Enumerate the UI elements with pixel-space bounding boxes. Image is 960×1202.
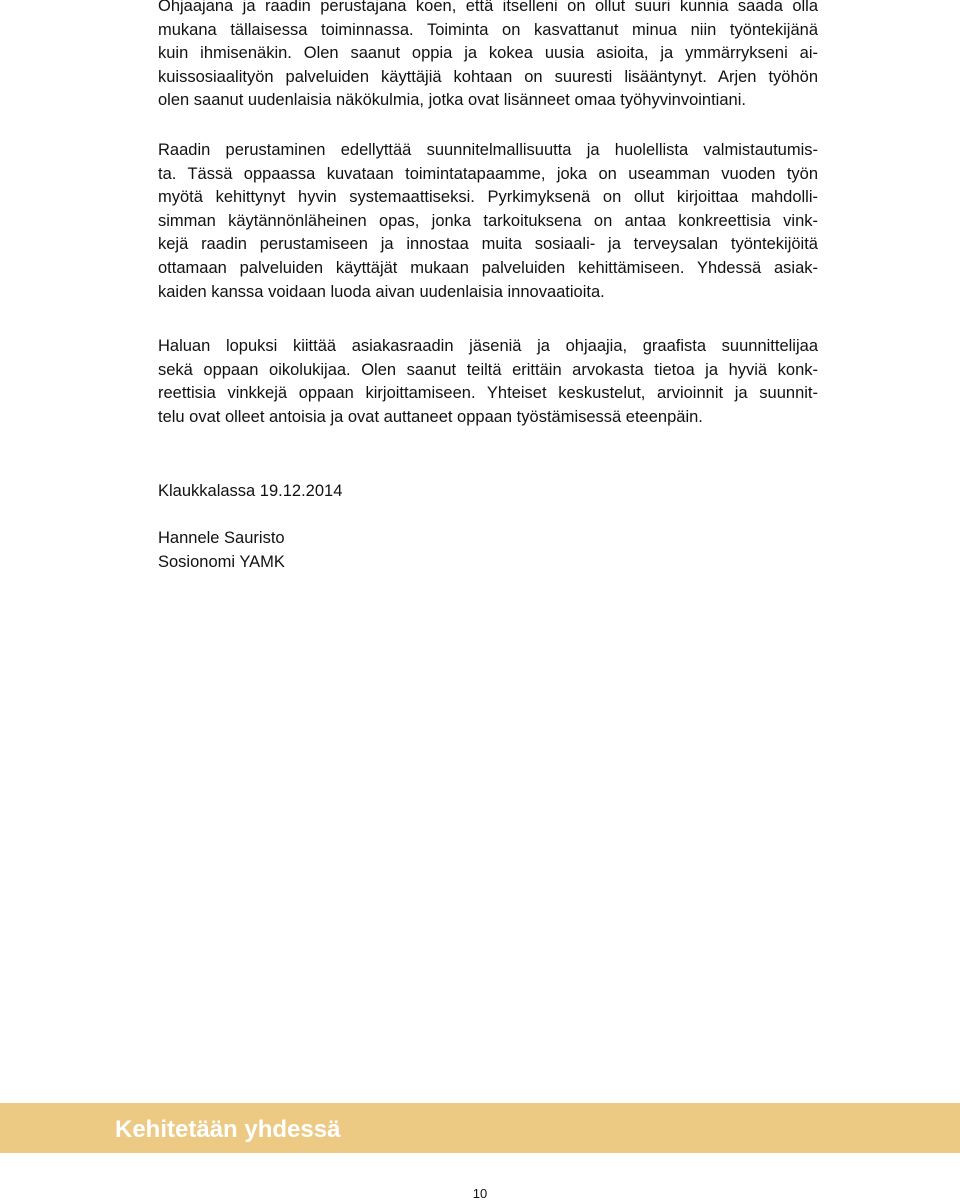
signer-title: Sosionomi YAMK — [158, 552, 285, 571]
section-title: Kehitetään yhdessä — [115, 1116, 341, 1143]
paragraph-line: Haluan lopuksi kiittää asiakasraadin jäseniä ja ohjaajia, graafista suunnittelijaa — [158, 337, 818, 355]
paragraph-line: kuin ihmisenäkin. Olen saanut oppia ja kokea uusia asioita, ja ymmärrykseni ai- — [158, 44, 818, 63]
paragraph-line: myötä kehittynyt hyvin systemaattiseksi. Pyrkimyksenä on ollut kirjoittaa mahdolli- — [158, 188, 818, 207]
footer-band — [0, 1103, 960, 1153]
place-date-text: Klaukkalassa 19.12.2014 — [158, 482, 343, 500]
paragraph-line: reettisia vinkkejä oppaan kirjoittamiseen. Yhteiset keskustelut, arvioinnit ja suunnit- — [158, 384, 818, 403]
paragraph-line: Raadin perustaminen edellyttää suunnitelmallisuutta ja huolellista valmistautumis- — [158, 141, 818, 159]
signature-block — [158, 527, 818, 574]
paragraph-line: telu ovat olleet antoisia ja ovat auttaneet oppaan työstämisessä eteenpäin. — [158, 407, 703, 426]
paragraph-line: sekä oppaan oikolukijaa. Olen saanut teiltä erittäin arvokasta tietoa ja hyviä konk- — [158, 360, 818, 379]
paragraph-line: ta. Tässä oppaassa kuvataan toimintatapaamme, joka on useamman vuoden työn — [158, 164, 818, 183]
paragraph-line: kaiden kanssa voidaan luoda aivan uudenlaisia innovaatioita. — [158, 282, 605, 301]
paragraph-line: mukana tällaisessa toiminnassa. Toiminta on kasvattanut minua niin työntekijänä — [158, 20, 818, 39]
place-and-date — [158, 480, 818, 504]
paragraph-2 — [158, 139, 818, 304]
paragraph-line: Ohjaajana ja raadin perustajana koen, että itselleni on ollut suuri kunnia saada olla — [158, 0, 818, 15]
page-number: 10 — [472, 1186, 488, 1201]
paragraph-line: olen saanut uudenlaisia näkökulmia, jotka ovat lisänneet omaa työhyvinvointiani. — [158, 91, 746, 110]
paragraph-1 — [158, 0, 818, 113]
signer-name: Hannele Sauristo — [158, 529, 285, 547]
paragraph-line: ottamaan palveluiden käyttäjät mukaan palveluiden kehittämiseen. Yhdessä asiak- — [158, 258, 818, 277]
paragraph-line: kejä raadin perustamiseen ja innostaa muita sosiaali- ja terveysalan työntekijöitä — [158, 235, 818, 254]
paragraph-line: simman käytännönläheinen opas, jonka tarkoituksena on antaa konkreettisia vink- — [158, 211, 818, 230]
paragraph-line: kuissosiaalityön palveluiden käyttäjiä kohtaan on suuresti lisääntynyt. Arjen työhön — [158, 67, 818, 86]
paragraph-3 — [158, 335, 818, 429]
